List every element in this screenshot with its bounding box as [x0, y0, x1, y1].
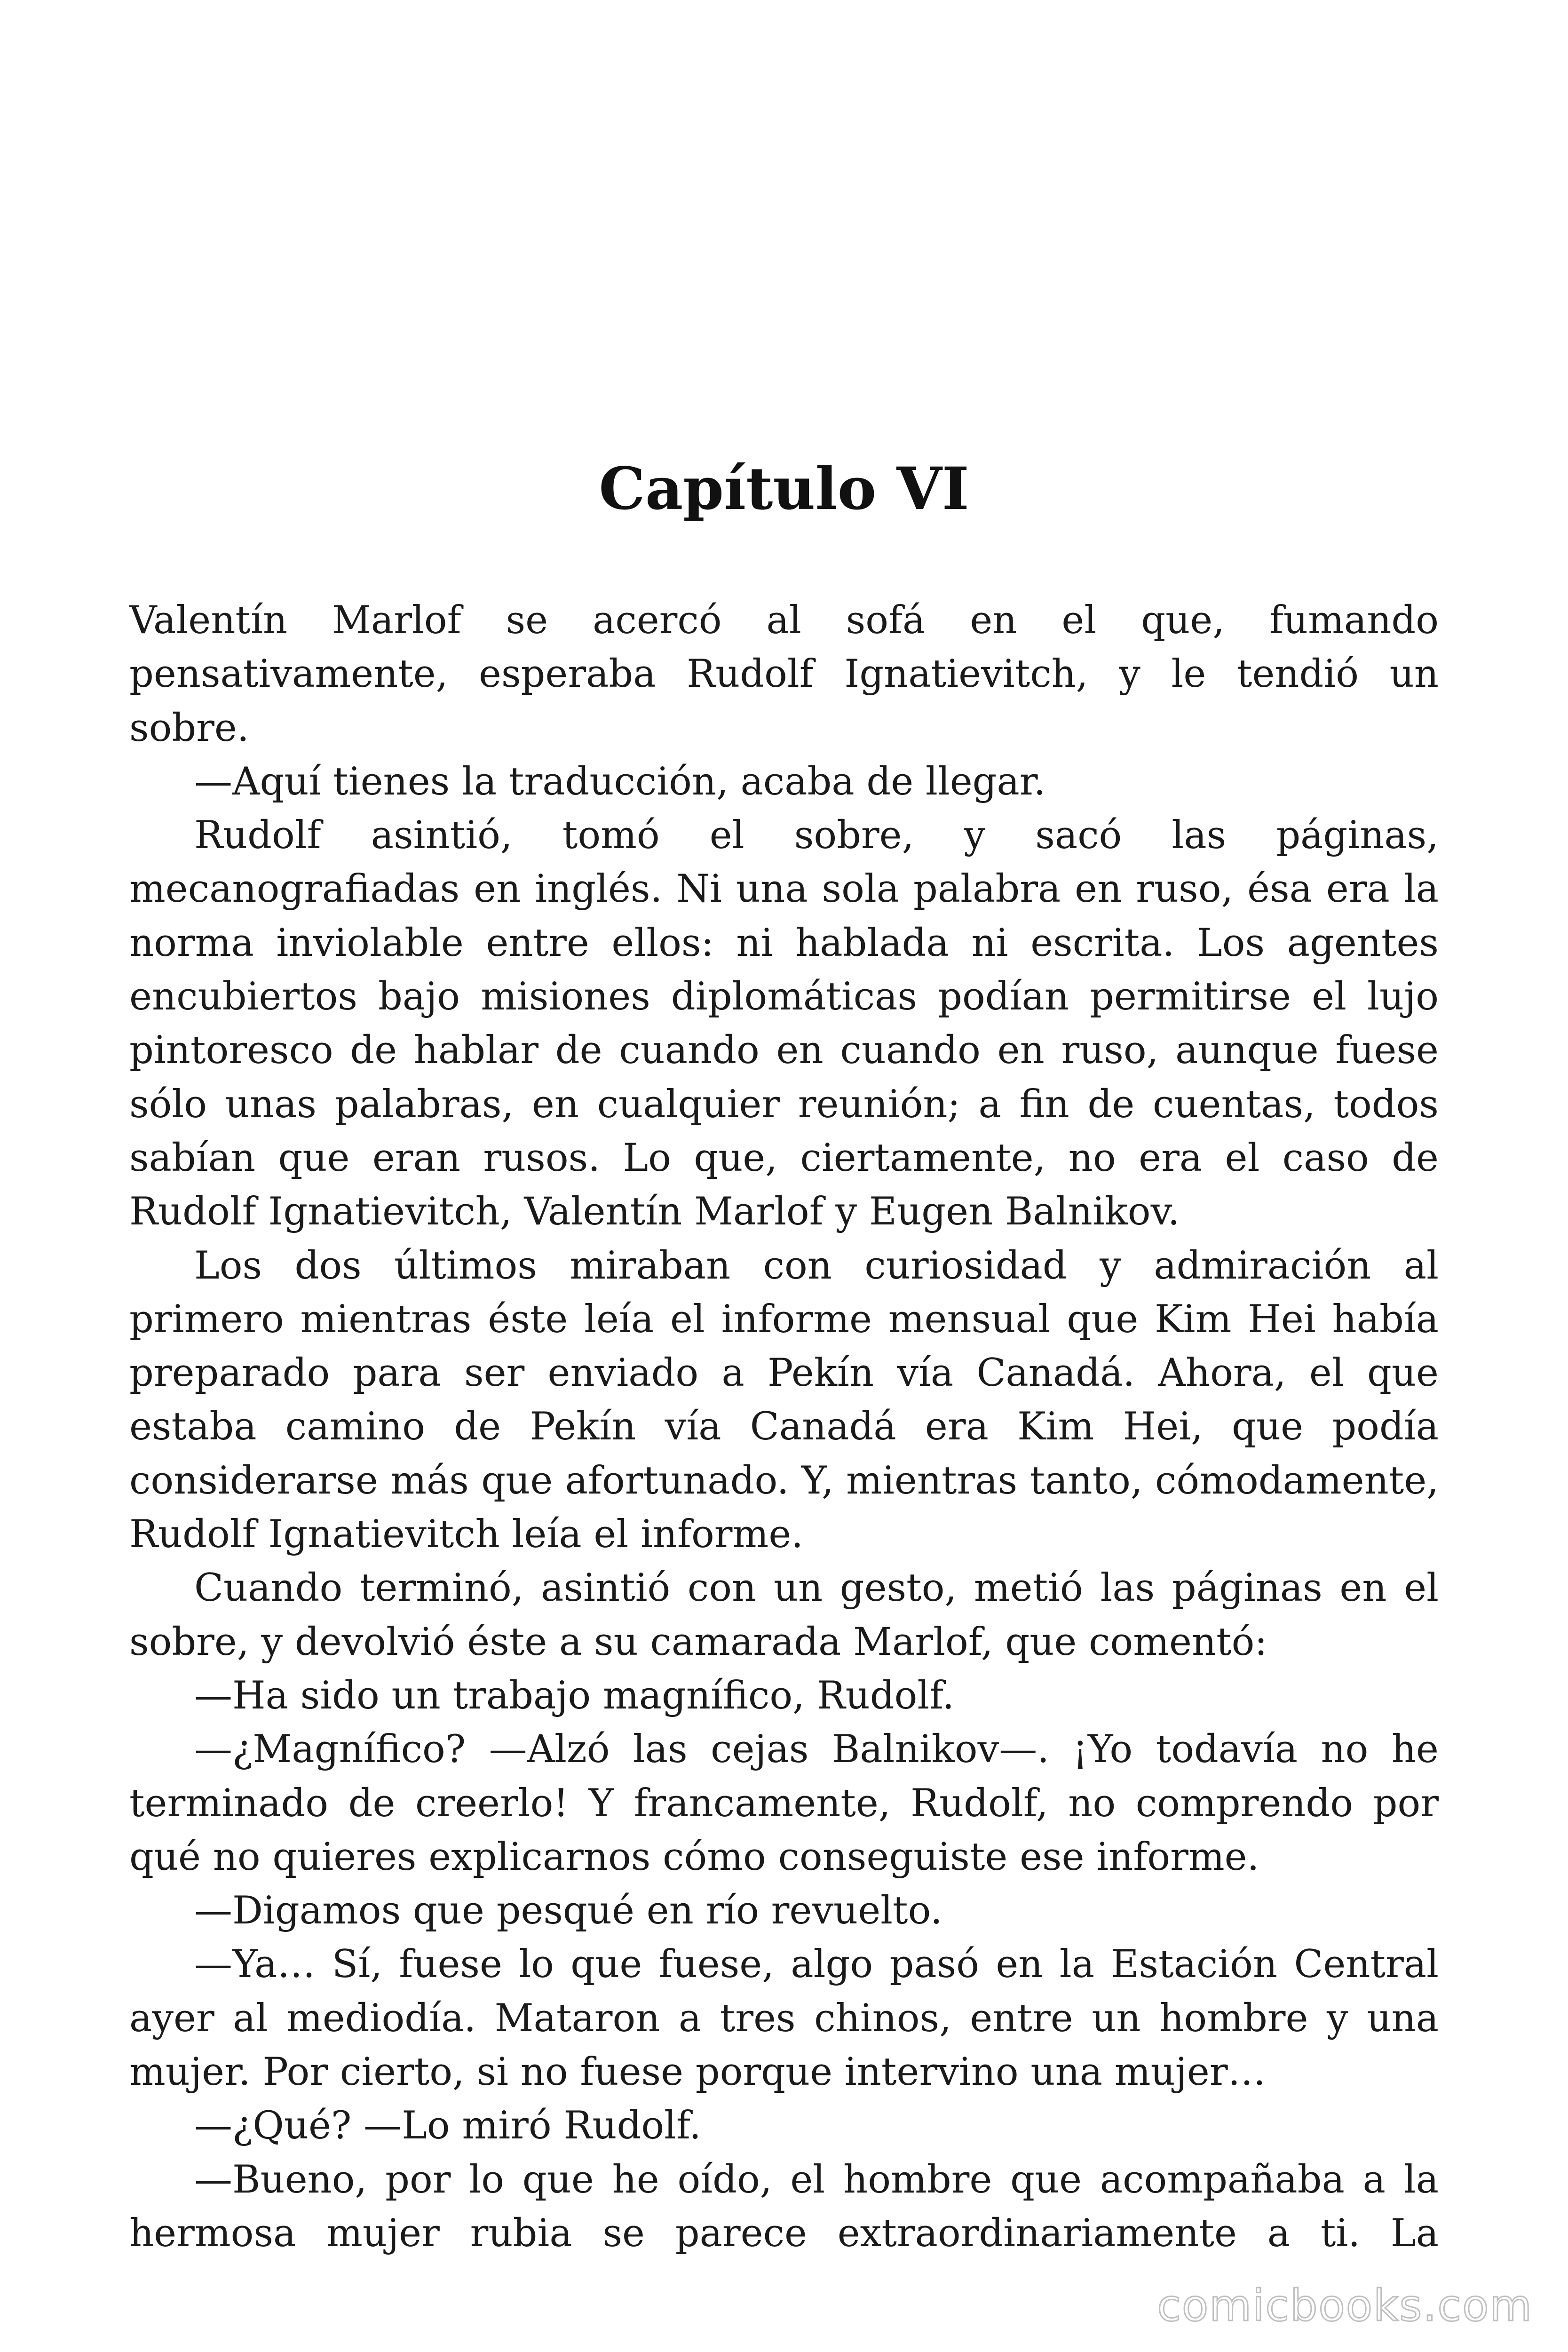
- paragraph: —Digamos que pesqué en río revuelto.: [194, 1889, 942, 1933]
- paragraph: —¿Qué? —Lo miró Rudolf.: [194, 2104, 701, 2148]
- paragraph: —Aquí tienes la traducción, acaba de llegar.: [194, 759, 1046, 804]
- paragraph: Cuando terminó, asintió con un gesto, metió las páginas en el sobre, y devolvió éste a su camarada Marlof, que comentó:: [129, 1566, 1439, 1664]
- paragraph: Valentín Marlof se acercó al sofá en el que, fumando pensativamente, esperaba Rudolf Ignatievitch, y le tendió un sobre.: [129, 598, 1439, 750]
- paragraph: —Ya… Sí, fuese lo que fuese, algo pasó en la Estación Central ayer al mediodía. Mataron a tres chinos, entre un hombre y una mujer. Por cierto, si no fuese porque intervino una mujer…: [129, 1942, 1439, 2095]
- paragraph: Los dos últimos miraban con curiosidad y admiración al primero mientras éste leía el informe mensual que Kim Hei había preparado para ser enviado a Pekín vía Canadá. Ahora, el que estaba camino de Pekín vía Canadá era Kim Hei, que podía considerarse más que afortunado. Y, mientras tanto, cómodamente, Rudolf Ignatievitch leía el informe.: [129, 1243, 1439, 1557]
- body-text: [129, 594, 1439, 2260]
- paragraph: Rudolf asintió, tomó el sobre, y sacó las páginas, mecanografiadas en inglés. Ni una sola palabra en ruso, ésa era la norma inviolable entre ellos: ni hablada ni escrita. Los agentes encubiertos bajo misiones diplomáticas podían permitirse el lujo pintoresco de hablar de cuando en cuando en ruso, aunque fuese sólo unas palabras, en cualquier reunión; a fin de cuentas, todos sabían que eran rusos. Lo que, ciertamente, no era el caso de Rudolf Ignatievitch, Valentín Marlof y Eugen Balnikov.: [129, 813, 1439, 1234]
- chapter-title: Capítulo VI: [599, 455, 969, 523]
- watermark: comicbooks.com: [1157, 2280, 1533, 2331]
- paragraph: —Bueno, por lo que he oído, el hombre que acompañaba a la hermosa mujer rubia se parece extraordinariamente a ti. La: [129, 2157, 1439, 2256]
- paragraph: —¿Magnífico? —Alzó las cejas Balnikov—. ¡Yo todavía no he terminado de creerlo! Y francamente, Rudolf, no comprendo por qué no quieres explicarnos cómo conseguiste ese informe.: [129, 1727, 1439, 1879]
- paragraph: —Ha sido un trabajo magnífico, Rudolf.: [194, 1673, 955, 1718]
